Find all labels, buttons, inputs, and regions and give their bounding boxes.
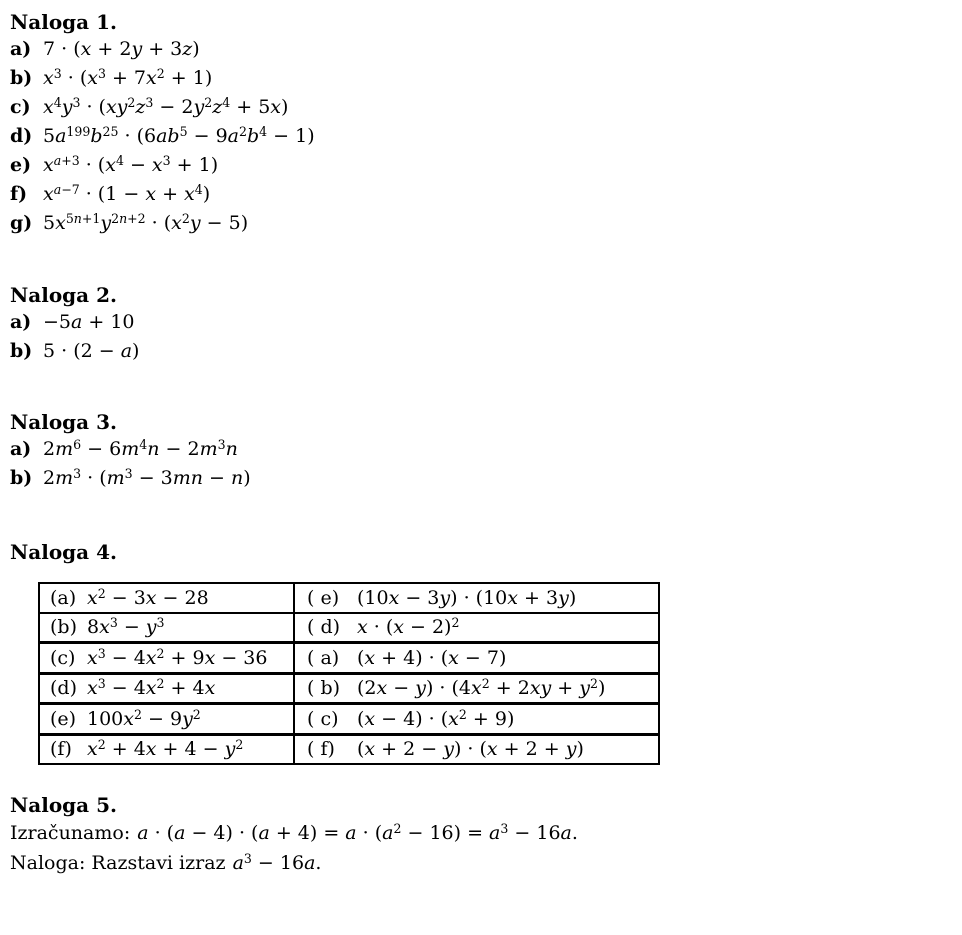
- table-row: [39, 673, 659, 704]
- item-label: b): [10, 340, 33, 362]
- table-row: [39, 704, 659, 735]
- math-expression: $a \cdot (a - 4) \cdot (a + 4) = a \cdot (a^2 - 16) = a^3 - 16a$.: [137, 820, 578, 844]
- section-naloga-4: [10, 539, 952, 765]
- polynomial-cell: [39, 734, 294, 764]
- math-expression: (x + 4) · (x − 7): [357, 646, 507, 669]
- matching-table: [38, 582, 660, 765]
- exercise-item: [10, 337, 952, 366]
- math-expression: 5 · (2 − a): [43, 340, 140, 362]
- item-label: g): [10, 212, 33, 234]
- cell-label: ( c): [307, 707, 339, 730]
- cell-label: ( b): [307, 677, 341, 700]
- section-3-title: Naloga 3.: [10, 410, 117, 434]
- math-expression: $x^3 \cdot (x^3 + 7x^2 + 1)$: [43, 65, 213, 89]
- exercise-item: [10, 180, 952, 209]
- math-expression: $x^3 - 4x^2 + 4x$: [87, 676, 216, 700]
- section-naloga-1: [10, 9, 952, 238]
- math-expression: $2m^6 - 6m^4n - 2m^3n$: [43, 436, 238, 460]
- exercise-item: [10, 122, 952, 151]
- item-label: a): [10, 311, 32, 333]
- item-label: c): [10, 96, 31, 118]
- factorization-cell: [294, 704, 659, 735]
- math-expression: $2m^3 \cdot (m^3 - 3mn - n)$: [43, 465, 251, 489]
- item-label: e): [10, 154, 32, 176]
- section-1-title: Naloga 1.: [10, 10, 117, 34]
- math-expression: $x^2 - 3x - 28$: [87, 585, 209, 609]
- line-label: Naloga: Razstavi izraz: [10, 852, 226, 874]
- math-expression: $(2x - y) \cdot (4x^2 + 2xy + y^2)$: [357, 676, 606, 700]
- section-naloga-2: [10, 282, 952, 366]
- math-expression: $5a^{199}b^{25} \cdot (6ab^5 - 9a^2b^4 - 1)$: [43, 123, 315, 147]
- cell-label: ( d): [307, 616, 341, 639]
- section-5-title: Naloga 5.: [10, 793, 117, 817]
- exercise-item: [10, 435, 952, 464]
- math-expression: $100x^2 - 9y^2$: [87, 706, 201, 730]
- cell-label: ( e): [307, 586, 340, 609]
- section-naloga-5: [10, 792, 952, 878]
- math-expression: $a^3 - 16a$.: [232, 850, 322, 874]
- cell-label: (b): [50, 616, 77, 639]
- cell-label: (f): [50, 738, 72, 761]
- polynomial-cell: [39, 613, 294, 643]
- polynomial-cell: [39, 583, 294, 613]
- exercise-item: [10, 35, 952, 64]
- math-expression: $x^2 + 4x + 4 - y^2$: [87, 737, 244, 761]
- item-label: f): [10, 183, 28, 205]
- exercise-item: [10, 464, 952, 493]
- cell-label: (a): [50, 586, 77, 609]
- cell-label: ( a): [307, 646, 340, 669]
- cell-label: (c): [50, 646, 76, 669]
- line-label: Izračunamo:: [10, 822, 131, 844]
- math-expression: $8x^3 - y^3$: [87, 615, 165, 639]
- section-4-title: Naloga 4.: [10, 540, 117, 564]
- section-naloga-3: [10, 409, 952, 493]
- task-line: [10, 848, 952, 878]
- factorization-cell: [294, 673, 659, 704]
- factorization-cell: [294, 734, 659, 764]
- exercise-item: [10, 308, 952, 337]
- item-label: b): [10, 67, 33, 89]
- item-label: a): [10, 438, 32, 460]
- math-expression: −5a + 10: [43, 311, 135, 333]
- math-expression: $x^{a-7} \cdot (1 - x + x^4)$: [43, 181, 211, 205]
- polynomial-cell: [39, 704, 294, 735]
- math-expression: $x^{a+3} \cdot (x^4 - x^3 + 1)$: [43, 152, 219, 176]
- table-row: [39, 734, 659, 764]
- factorization-cell: [294, 643, 659, 674]
- math-expression: (x + 2 − y) · (x + 2 + y): [357, 738, 584, 761]
- exercise-item: [10, 93, 952, 122]
- math-expression: $x \cdot (x - 2)^2$: [357, 615, 460, 639]
- math-expression: $(x - 4) \cdot (x^2 + 9)$: [357, 706, 515, 730]
- table-row: [39, 583, 659, 613]
- item-label: a): [10, 38, 32, 60]
- exercise-item: [10, 64, 952, 93]
- cell-label: (d): [50, 677, 77, 700]
- math-expression: 7 · (x + 2y + 3z): [43, 38, 200, 60]
- polynomial-cell: [39, 673, 294, 704]
- exercise-item: [10, 209, 952, 238]
- exercise-item: [10, 151, 952, 180]
- table-row: [39, 643, 659, 674]
- polynomial-cell: [39, 643, 294, 674]
- section-2-title: Naloga 2.: [10, 283, 117, 307]
- factorization-cell: [294, 613, 659, 643]
- cell-label: (e): [50, 707, 77, 730]
- item-label: d): [10, 125, 33, 147]
- table-row: [39, 613, 659, 643]
- item-label: b): [10, 467, 33, 489]
- math-expression: (10x − 3y) · (10x + 3y): [357, 586, 577, 609]
- math-expression: $x^3 - 4x^2 + 9x - 36$: [87, 645, 268, 669]
- cell-label: ( f): [307, 738, 335, 761]
- factorization-cell: [294, 583, 659, 613]
- worked-example-line: [10, 818, 952, 848]
- math-expression: $5x^{5n+1}y^{2n+2} \cdot (x^2y - 5)$: [43, 210, 249, 234]
- math-expression: $x^4y^3 \cdot (xy^2z^3 - 2y^2z^4 + 5x)$: [43, 94, 289, 118]
